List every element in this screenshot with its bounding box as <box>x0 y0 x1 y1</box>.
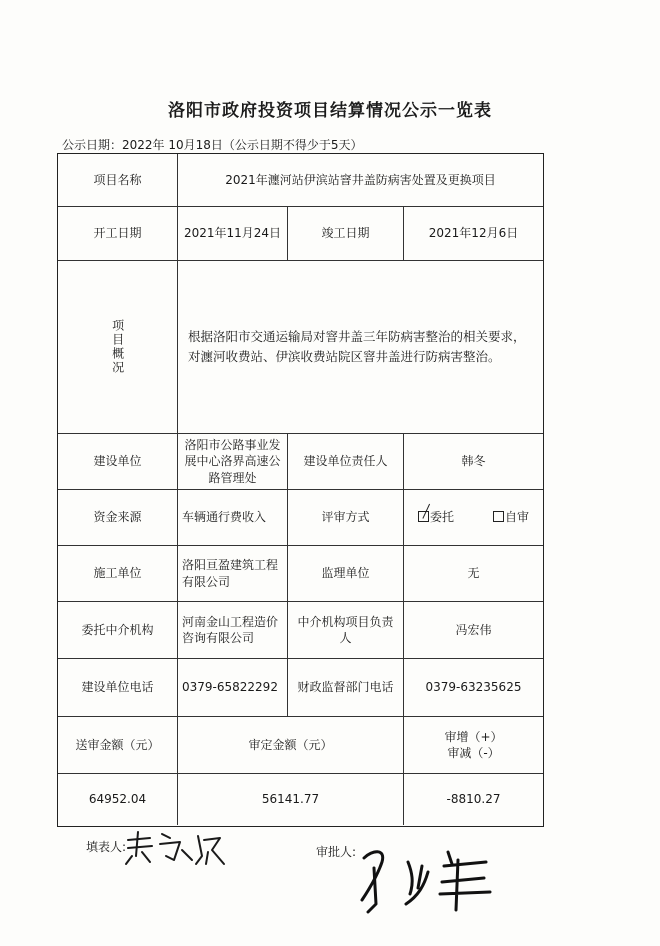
construction-unit-label: 建设单位 <box>58 434 178 490</box>
delta-amount-value: -8810.27 <box>446 792 501 807</box>
agency-label: 委托中介机构 <box>58 602 178 659</box>
end-date-label: 竣工日期 <box>288 207 404 261</box>
overview-value: 根据洛阳市交通运输局对窨井盖三年防病害整治的相关要求，对瀍河收费站、伊滨收费站院区窨井盖进行防病害整治。 <box>188 329 526 364</box>
start-date-label: 开工日期 <box>58 207 178 261</box>
finance-phone-label: 财政监督部门电话 <box>288 659 404 717</box>
checkbox-checked-icon <box>418 511 429 522</box>
option-entrust[interactable] <box>418 509 454 525</box>
delta-amount-label <box>404 717 543 774</box>
unit-phone-value: 0379-65822292 <box>178 659 288 717</box>
option-entrust-label: 委托 <box>430 510 455 525</box>
page-title: 洛阳市政府投资项目结算情况公示一览表 <box>168 101 492 121</box>
overview-label: 项目概况 <box>110 319 125 375</box>
review-method-options <box>404 490 543 546</box>
agency-leader-value: 冯宏伟 <box>404 602 543 659</box>
option-self[interactable] <box>493 509 529 525</box>
approved-amount-label: 审定金额（元） <box>178 717 404 774</box>
construction-unit-value: 洛阳市公路事业发展中心洛界高速公路管理处 <box>178 434 288 490</box>
approver-label: 审批人: <box>316 845 357 859</box>
funding-source-label: 资金来源 <box>58 490 178 546</box>
publish-date: 公示日期：2022年 10月18日（公示日期不得少于5天） <box>62 138 363 152</box>
project-name-value: 2021年瀍河站伊滨站窨井盖防病害处置及更换项目 <box>178 154 543 207</box>
supervisor-label: 监理单位 <box>288 546 404 602</box>
delta-decrease-label: 审减（-） <box>447 746 500 760</box>
start-date-value: 2021年11月24日 <box>178 207 288 261</box>
overview-label-cell <box>58 261 178 434</box>
unit-phone-label: 建设单位电话 <box>58 659 178 717</box>
checkbox-empty-icon <box>493 511 504 522</box>
approver-signature <box>352 838 502 918</box>
filler-label: 填表人: <box>86 840 127 854</box>
approved-amount-value: 56141.77 <box>178 774 404 825</box>
filler-signature <box>122 826 232 870</box>
agency-leader-label: 中介机构项目负责人 <box>288 602 404 659</box>
review-method-label: 评审方式 <box>288 490 404 546</box>
owner-label: 建设单位责任人 <box>288 434 404 490</box>
contractor-label: 施工单位 <box>58 546 178 602</box>
supervisor-value: 无 <box>404 546 543 602</box>
project-name-label: 项目名称 <box>58 154 178 207</box>
settlement-table <box>57 153 544 827</box>
submitted-amount-label: 送审金额（元） <box>58 717 178 774</box>
contractor-value: 洛阳亘盈建筑工程有限公司 <box>178 546 288 602</box>
delta-increase-label: 审增（+） <box>444 729 503 744</box>
agency-value: 河南金山工程造价咨询有限公司 <box>178 602 288 659</box>
end-date-value: 2021年12月6日 <box>404 207 543 261</box>
funding-source-value: 车辆通行费收入 <box>178 490 288 546</box>
finance-phone-value: 0379-63235625 <box>404 659 543 717</box>
overview-value-cell <box>178 261 543 434</box>
submitted-amount-value: 64952.04 <box>58 774 178 825</box>
owner-value: 韩冬 <box>404 434 543 490</box>
option-self-label: 自审 <box>504 510 529 525</box>
